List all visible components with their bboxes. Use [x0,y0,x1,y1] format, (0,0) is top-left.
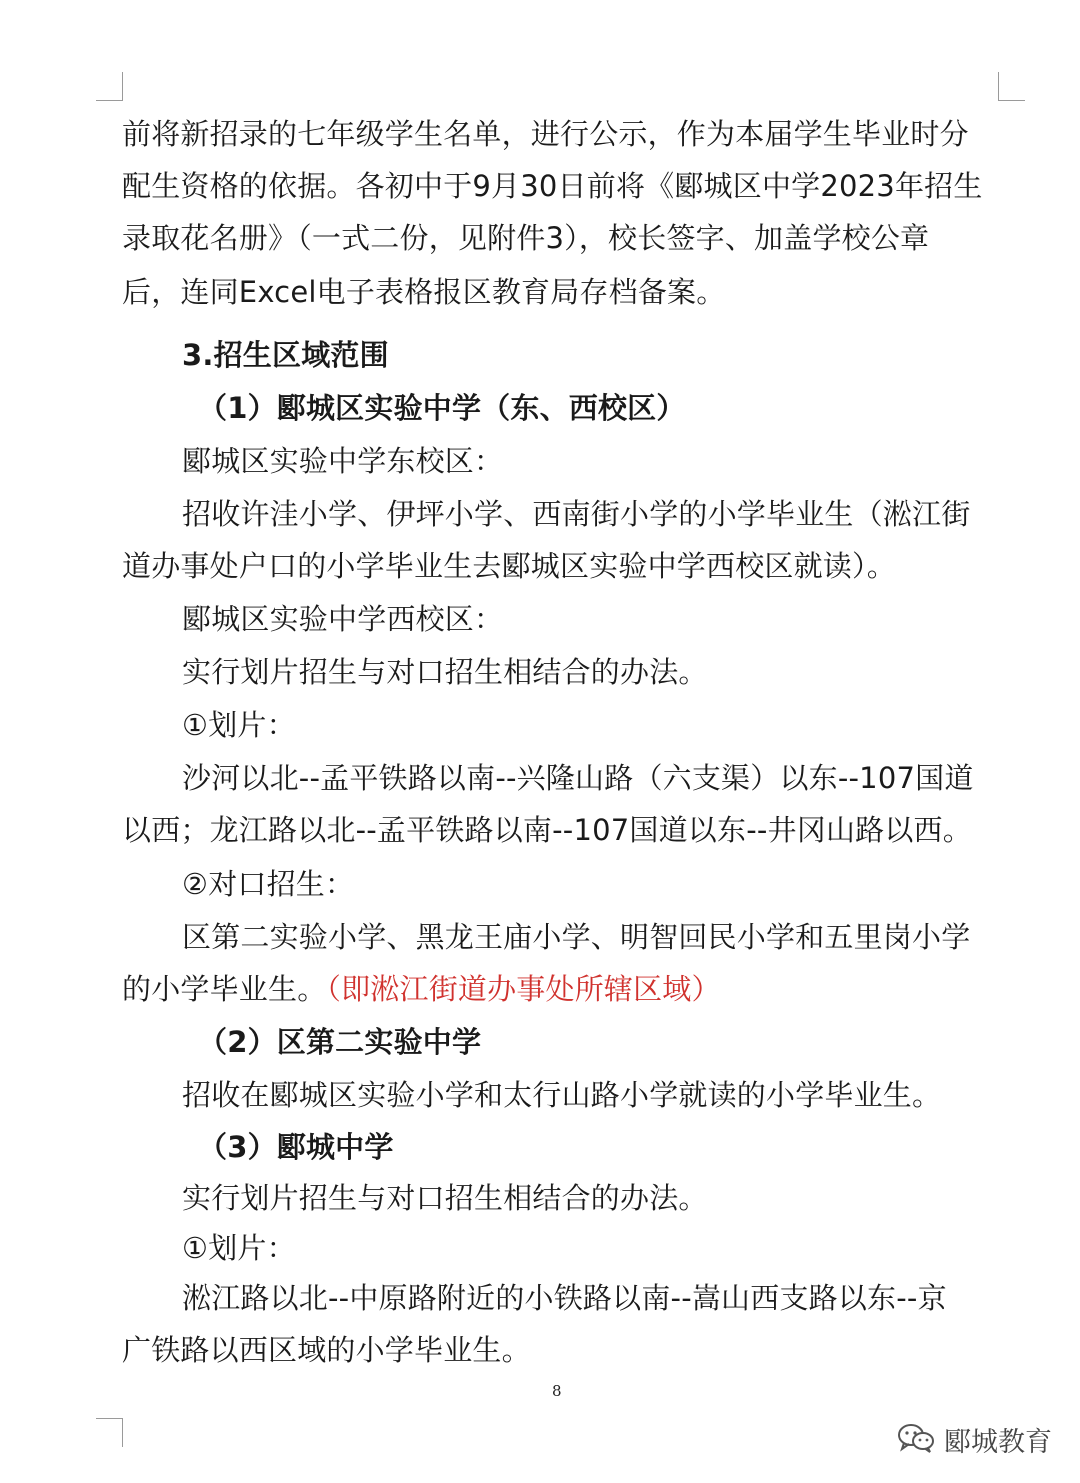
highlighted-note: （即淞江街道办事处所辖区域） [326,972,721,1006]
paragraph-line: 实行划片招生与对口招生相结合的办法。 [182,655,708,689]
crop-mark-bottom-left [96,1418,123,1447]
paragraph-line: 广铁路以西区域的小学毕业生。 [122,1333,531,1367]
paragraph-line: 道办事处户口的小学毕业生去郾城区实验中学西校区就读）。 [122,549,896,583]
watermark-text: 郾城教育 [944,1427,1052,1458]
paragraph-line: 以西；龙江路以北--孟平铁路以南--107国道以东--井冈山路以西。 [122,813,972,847]
paragraph-line: ①划片： [182,1231,296,1265]
paragraph-line: 郾城区实验中学西校区： [182,602,504,636]
paragraph-line [122,969,721,1009]
subsection-heading: （1）郾城区实验中学（东、西校区） [198,391,686,425]
subsection-heading: （3）郾城中学 [198,1130,394,1164]
crop-mark-top-left [96,72,123,101]
paragraph-line: 招收在郾城区实验小学和太行山路小学就读的小学毕业生。 [182,1078,942,1112]
paragraph-line: 配生资格的依据。各初中于9月30日前将《郾城区中学2023年招生 [122,169,983,203]
wechat-icon [896,1422,936,1458]
plain-text: 的小学毕业生。 [122,972,327,1006]
paragraph-line: 区第二实验小学、黑龙王庙小学、明智回民小学和五里岗小学 [182,920,971,954]
paragraph-line: 招收许洼小学、伊坪小学、西南街小学的小学毕业生（淞江街 [182,497,971,531]
paragraph-line: 录取花名册》（一式二份，见附件3），校长签字、加盖学校公章 [122,221,930,255]
paragraph-line: 沙河以北--孟平铁路以南--兴隆山路（六支渠）以东--107国道 [182,761,974,795]
paragraph-line: 实行划片招生与对口招生相结合的办法。 [182,1181,708,1215]
subsection-heading: （2）区第二实验中学 [198,1025,482,1059]
paragraph-line: 前将新招录的七年级学生名单，进行公示，作为本届学生毕业时分 [122,117,969,151]
paragraph-line: ①划片： [182,708,296,742]
section-heading: 3.招生区域范围 [182,338,389,372]
page-number: 8 [552,1382,562,1400]
paragraph-line: 淞江路以北--中原路附近的小铁路以南--嵩山西支路以东--京 [182,1281,947,1315]
paragraph-line: ②对口招生： [182,867,355,901]
watermark [896,1420,1052,1459]
paragraph-line: 郾城区实验中学东校区： [182,444,504,478]
crop-mark-top-right [998,72,1025,101]
paragraph-line: 后，连同Excel电子表格报区教育局存档备案。 [122,275,726,309]
